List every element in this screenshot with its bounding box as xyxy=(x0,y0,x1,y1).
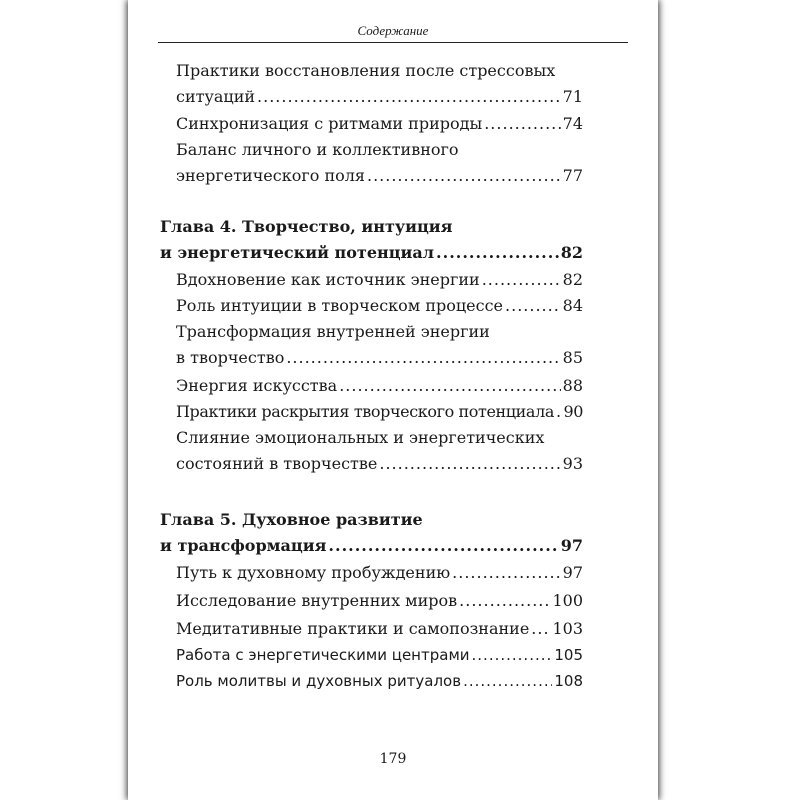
dot-leader xyxy=(339,373,560,399)
toc-entry-line: Трансформация внутренней энергии xyxy=(176,322,490,341)
toc-entry xyxy=(176,425,583,477)
toc-page-number: 90 xyxy=(563,402,583,421)
toc-entry xyxy=(176,616,583,642)
toc-page-number: 93 xyxy=(562,454,583,473)
toc-page-number: 100 xyxy=(552,591,583,610)
running-header: Содержание xyxy=(158,23,628,43)
dot-leader xyxy=(257,84,561,110)
toc-entry xyxy=(176,373,583,399)
dot-leader xyxy=(436,240,559,266)
toc-page-number: 77 xyxy=(562,166,583,185)
toc-page-number: 74 xyxy=(562,114,583,133)
dot-leader xyxy=(286,345,560,371)
toc-entry xyxy=(176,58,583,110)
toc-page-number: 105 xyxy=(554,646,583,664)
toc-page-number: 82 xyxy=(562,270,583,289)
dot-leader xyxy=(379,451,560,477)
toc-chapter-title: Глава 5. Духовное развитие xyxy=(160,510,423,529)
toc-entry-line: Работа с энергетическими центрами xyxy=(176,646,470,664)
toc-entry xyxy=(176,111,583,137)
toc-chapter-entry xyxy=(160,214,583,266)
dot-leader xyxy=(459,588,550,614)
toc-page-number: 97 xyxy=(560,536,583,555)
dot-leader xyxy=(452,560,560,586)
toc-entry xyxy=(176,668,583,694)
toc-chapter-title: и энергетический потенциал xyxy=(160,243,435,262)
dot-leader xyxy=(472,642,553,668)
dot-leader xyxy=(482,267,561,293)
toc-entry-line: Баланс личного и коллективного xyxy=(176,140,459,159)
toc-chapter-entry xyxy=(160,507,583,559)
toc-entry xyxy=(176,293,583,319)
toc-entry-line: Практики восстановления после стрессовых xyxy=(176,61,556,80)
toc-entry-line: Путь к духовному пробуждению xyxy=(176,563,451,582)
toc-page-number: 108 xyxy=(554,672,583,690)
toc-entry xyxy=(176,137,583,189)
toc-entry-line: Исследование внутренних миров xyxy=(176,591,458,610)
dot-leader xyxy=(463,668,552,694)
toc-entry xyxy=(176,642,583,668)
toc-entry xyxy=(176,267,583,293)
toc-entry-line: в творчество xyxy=(176,348,285,367)
toc-page-number: 85 xyxy=(562,348,583,367)
toc-page-number: 71 xyxy=(562,87,583,106)
dot-leader xyxy=(531,616,550,642)
dot-leader xyxy=(328,533,558,559)
toc-entry-line: Слияние эмоциональных и энергетических xyxy=(176,428,545,447)
toc-entry-line: Практики раскрытия творческого потенциала xyxy=(176,402,554,421)
toc-entry-line: ситуаций xyxy=(176,87,256,106)
toc-page-number: 88 xyxy=(562,376,583,395)
toc-entry-line: состояний в творчестве xyxy=(176,454,378,473)
dot-leader xyxy=(367,163,561,189)
toc-page-number: 97 xyxy=(562,563,583,582)
toc-chapter-title: и трансформация xyxy=(160,536,327,555)
page-number: 179 xyxy=(379,751,407,767)
toc-entry xyxy=(176,588,583,614)
toc-page-number: 82 xyxy=(560,243,583,262)
toc-entry-line: Медитативные практики и самопознание xyxy=(176,619,530,638)
toc-entry-line: Роль интуиции в творческом процессе xyxy=(176,296,504,315)
toc-chapter-title: Глава 4. Творчество, интуиция xyxy=(160,217,453,236)
toc-entry xyxy=(176,560,583,586)
toc-entry-line: Роль молитвы и духовных ритуалов xyxy=(176,672,462,690)
toc-entry-line: Синхронизация с ритмами природы xyxy=(176,114,483,133)
toc-entry-line: Вдохновение как источник энергии xyxy=(176,270,480,289)
book-page xyxy=(128,0,658,800)
dot-leader xyxy=(505,293,561,319)
toc-page-number: 103 xyxy=(552,619,583,638)
toc-page-number: 84 xyxy=(562,296,583,315)
dot-leader xyxy=(484,111,560,137)
dot-leader xyxy=(556,399,561,425)
toc-entry xyxy=(176,319,583,371)
toc-entry-line: энергетического поля xyxy=(176,166,365,185)
toc-entry xyxy=(176,399,583,425)
toc-entry-line: Энергия искусства xyxy=(176,376,338,395)
